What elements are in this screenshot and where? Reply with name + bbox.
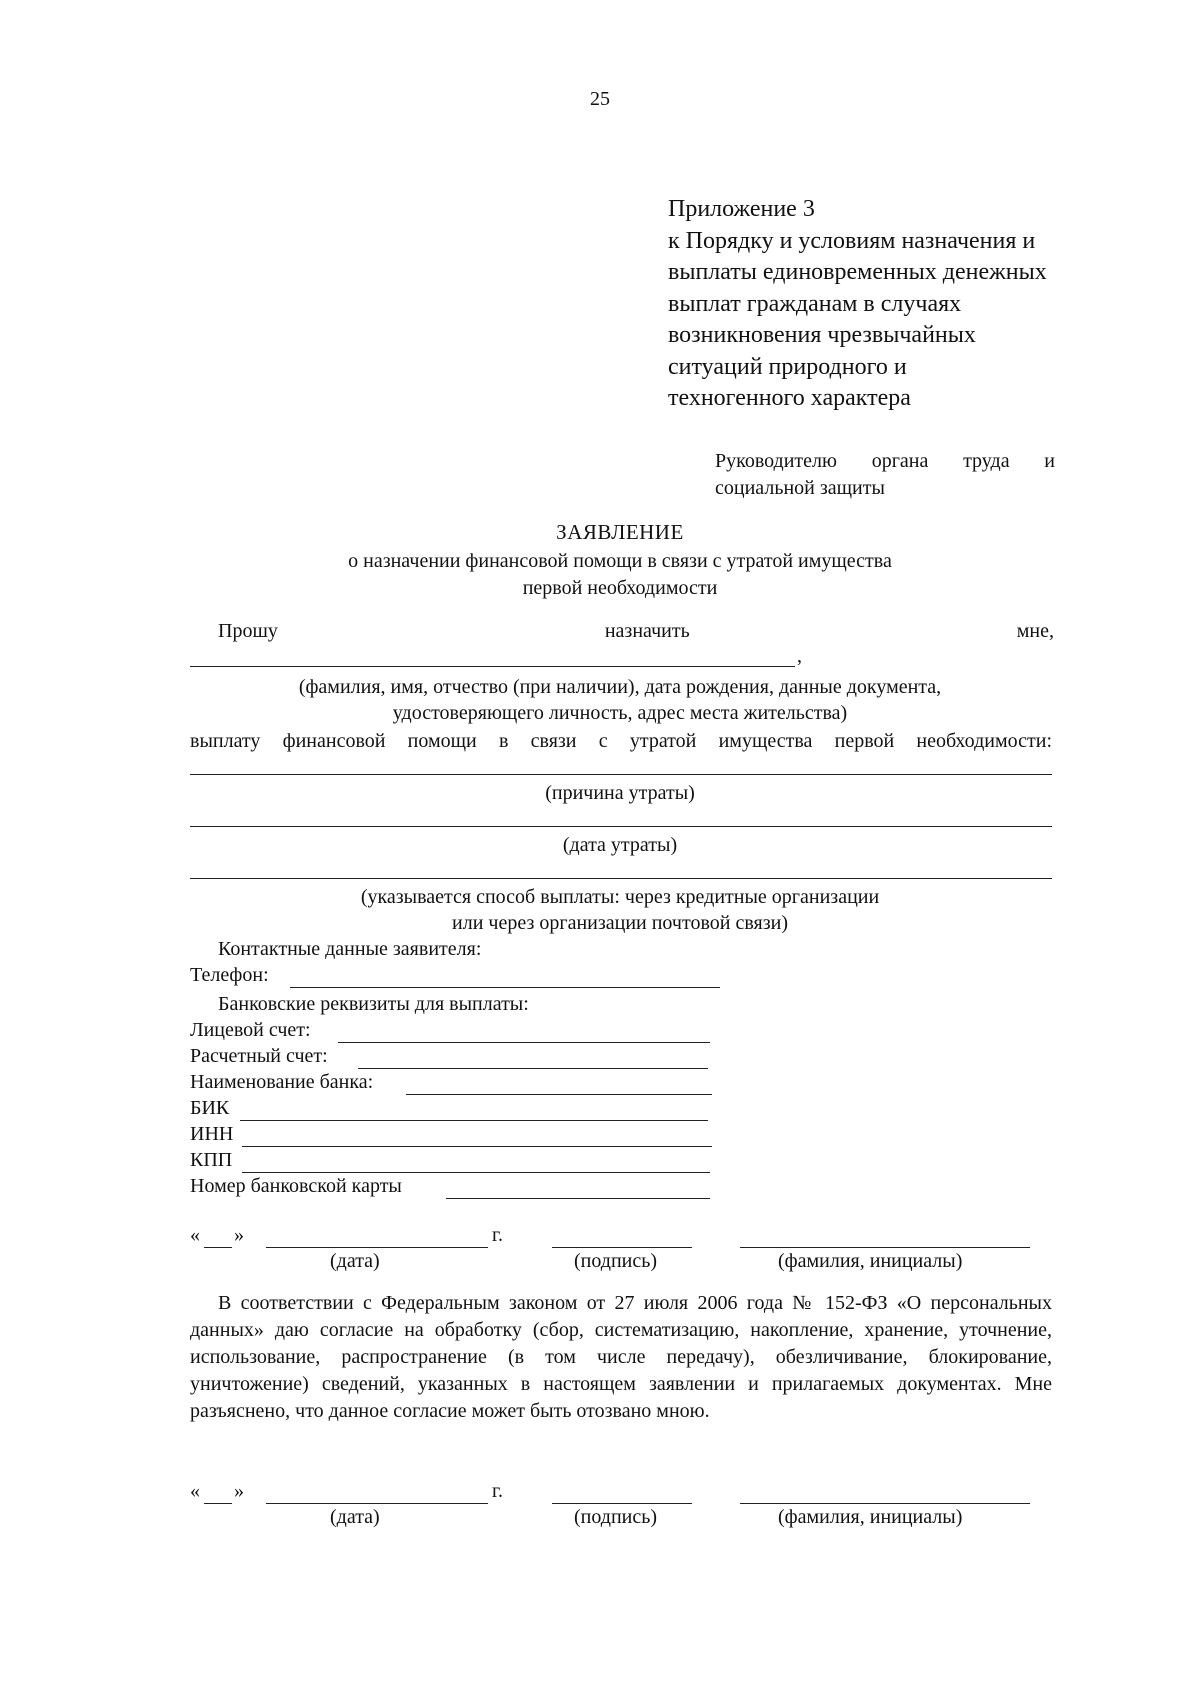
request-word: Прошу <box>218 620 278 642</box>
bank-name-line[interactable] <box>406 1094 712 1095</box>
request-word: мне, <box>1016 620 1054 642</box>
settlement-account-label: Расчетный счет: <box>190 1045 328 1067</box>
appendix-line: техногенного характера <box>668 385 911 411</box>
card-number-line[interactable] <box>446 1198 710 1199</box>
consent-paragraph <box>190 1290 1052 1425</box>
appendix-line: ситуаций природного и <box>668 353 907 380</box>
day-line[interactable] <box>204 1247 232 1248</box>
applicant-name-line[interactable] <box>190 666 795 667</box>
card-number-label: Номер банковской карты <box>190 1175 402 1197</box>
year-suffix: г. <box>492 1480 503 1502</box>
subtitle-line: первой необходимости <box>522 577 718 599</box>
addressee-block <box>715 448 1055 502</box>
payment-request-line: выплату финансовой помощи в связи с утратой имущества первой необходимости: <box>190 730 1052 752</box>
full-name-line[interactable] <box>740 1247 1030 1248</box>
payment-method-caption: (указывается способ выплаты: через кредитные организации <box>360 886 880 908</box>
day-line[interactable] <box>204 1503 232 1504</box>
consent-text: В соответствии с Федеральным законом от 27 июля 2006 года № 152-ФЗ «О персональных данных» даю согласие на обработку (сбор, систематизацию, накопление, хранение, уточнение, использование, распространение (в том числе передачу), обезличивание, блокирование, уничтожение) сведений, указанных в настоящем заявлении и прилагаемых документах. Мне разъяснено, что данное согласие может быть отозвано мною. <box>190 1292 1052 1422</box>
document-title: ЗАЯВЛЕНИЕ <box>556 520 684 544</box>
inn-label: ИНН <box>190 1123 234 1145</box>
inn-line[interactable] <box>242 1146 712 1147</box>
page-number: 25 <box>590 88 610 110</box>
addressee-word: Руководителю <box>715 450 837 472</box>
appendix-line: выплат гражданам в случаях <box>668 290 962 317</box>
contacts-heading: Контактные данные заявителя: <box>218 938 482 960</box>
appendix-reference <box>668 194 1148 415</box>
addressee-word: и <box>1044 450 1055 472</box>
addressee-line: социальной защиты <box>715 477 885 499</box>
addressee-word: органа <box>871 450 929 472</box>
phone-input-line[interactable] <box>290 987 720 988</box>
date-caption: (дата) <box>330 1506 380 1528</box>
loss-reason-line[interactable] <box>190 774 1052 775</box>
settlement-account-line[interactable] <box>358 1068 708 1069</box>
date-close-quote: » <box>234 1224 244 1246</box>
payment-method-caption: или через организации почтовой связи) <box>452 912 788 934</box>
payment-method-line[interactable] <box>190 878 1052 879</box>
kpp-line[interactable] <box>242 1172 710 1173</box>
loss-date-caption: (дата утраты) <box>562 834 678 856</box>
phone-label: Телефон: <box>190 964 269 986</box>
personal-account-line[interactable] <box>338 1042 710 1043</box>
full-name-caption: (фамилия, инициалы) <box>778 1506 963 1528</box>
month-year-line[interactable] <box>266 1247 488 1248</box>
bank-heading: Банковские реквизиты для выплаты: <box>218 993 529 1015</box>
bik-line[interactable] <box>240 1120 708 1121</box>
appendix-line: выплаты единовременных денежных <box>668 259 1047 285</box>
appendix-line: к Порядку и условиям назначения и <box>668 227 1036 254</box>
subtitle-line: о назначении финансовой помощи в связи с утратой имущества <box>348 550 892 572</box>
appendix-line: Приложение 3 <box>668 196 815 222</box>
date-open-quote: « <box>190 1480 200 1502</box>
signature-caption: (подпись) <box>574 1506 658 1528</box>
document-subtitle <box>0 548 1200 602</box>
applicant-caption-line: удостоверяющего личность, адрес места жительства) <box>392 702 848 724</box>
comma: , <box>797 645 802 667</box>
addressee-line <box>715 448 1055 475</box>
bik-label: БИК <box>190 1097 230 1119</box>
signature-line[interactable] <box>552 1503 692 1504</box>
year-suffix: г. <box>492 1224 503 1246</box>
request-word: назначить <box>604 620 690 642</box>
kpp-label: КПП <box>190 1149 233 1171</box>
loss-reason-caption: (причина утраты) <box>545 782 695 804</box>
date-close-quote: » <box>234 1480 244 1502</box>
addressee-word: труда <box>963 450 1010 472</box>
full-name-caption: (фамилия, инициалы) <box>778 1250 963 1272</box>
date-caption: (дата) <box>330 1250 380 1272</box>
date-open-quote: « <box>190 1224 200 1246</box>
bank-name-label: Наименование банка: <box>190 1071 374 1093</box>
loss-date-line[interactable] <box>190 826 1052 827</box>
signature-caption: (подпись) <box>574 1250 658 1272</box>
request-row <box>218 620 1054 643</box>
personal-account-label: Лицевой счет: <box>190 1019 311 1041</box>
appendix-line: возникновения чрезвычайных <box>668 322 976 348</box>
full-name-line[interactable] <box>740 1503 1030 1504</box>
applicant-caption-line: (фамилия, имя, отчество (при наличии), дата рождения, данные документа, <box>298 676 942 698</box>
signature-line[interactable] <box>552 1247 692 1248</box>
month-year-line[interactable] <box>266 1503 488 1504</box>
